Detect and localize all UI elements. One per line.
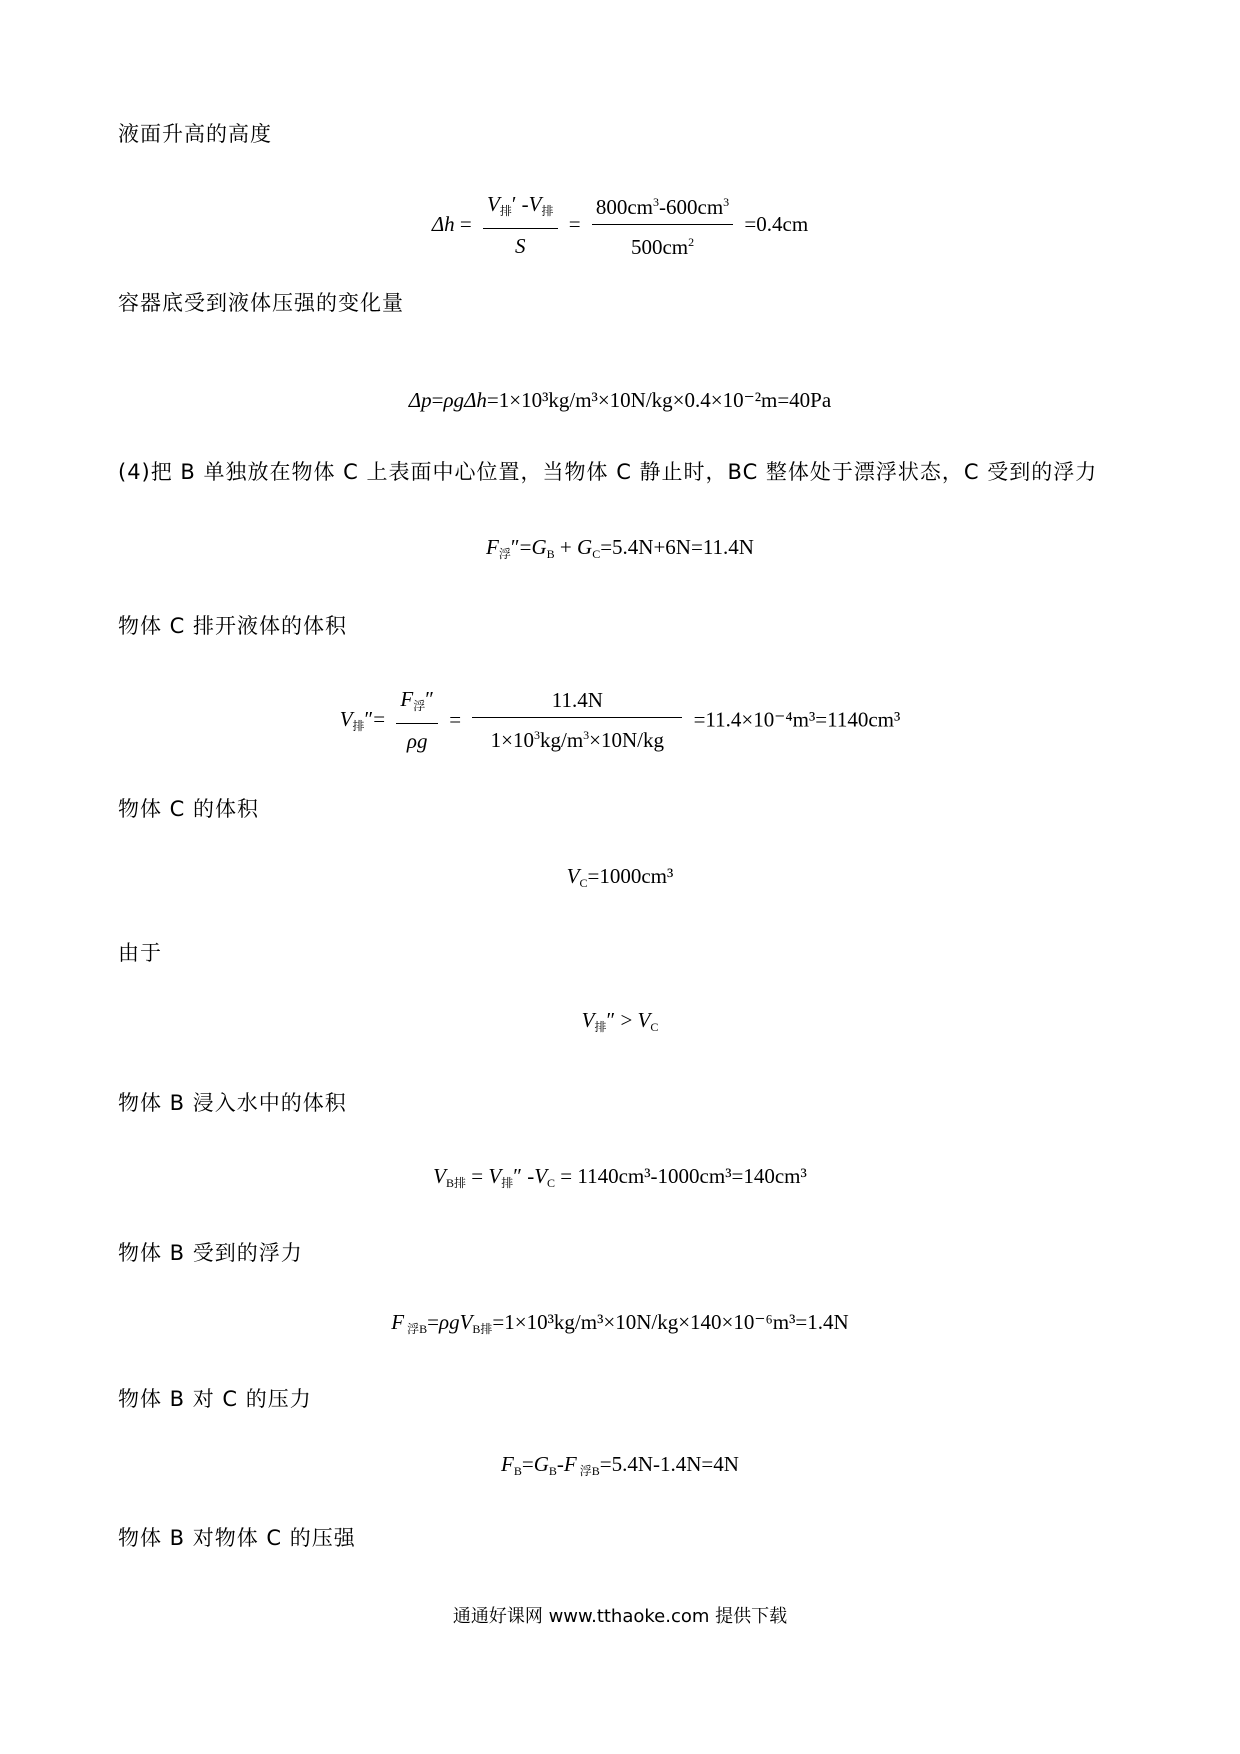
text-pressure-b-on-c: 物体 B 对物体 C 的压强 bbox=[118, 1526, 356, 1550]
text-pressure-change: 容器底受到液体压强的变化量 bbox=[118, 291, 404, 315]
equation-buoyant-total: $F_浮''=G_B + G_C=5.4N+6N=11.4N$ bbox=[486, 535, 754, 561]
text-buoyant-b: 物体 B 受到的浮力 bbox=[118, 1241, 303, 1265]
text-immersed-volume-b: 物体 B 浸入水中的体积 bbox=[118, 1091, 347, 1115]
equation-buoyant-b: F $_{浮B}$=ρgV$_{B排}$=1×10³kg/m³×10N/kg×140×10⁻⁶m³=1.4N bbox=[391, 1310, 849, 1336]
footer-source: 通通好课网 www.tthaoke.com 提供下载 bbox=[452, 1606, 788, 1627]
equation-force-b: $F_B=G_B-F$ $_{浮B}$=5.4N-1.4N=4N bbox=[501, 1452, 739, 1478]
text-displaced-volume: 物体 C 排开液体的体积 bbox=[118, 614, 348, 638]
text-liquid-rise: 液面升高的高度 bbox=[118, 122, 272, 146]
equation-displaced-volume: $V_排''=$ $\frac{F_浮''}{\rho g}$ = $\frac{11.4N}{1\times 10^3kg/m^3\times 10N/kg}$ =11.4×10⁻⁴m³=1140cm³ bbox=[0, 682, 1240, 758]
equation-delta-p: Δp=ρgΔh=1×10³kg/m³×10N/kg×0.4×10⁻²m=40Pa bbox=[408, 388, 832, 412]
text-force-b-on-c: 物体 B 对 C 的压力 bbox=[118, 1387, 312, 1411]
equation-immersed-volume-b: $V_{B排} = V_排''$ $-V_C = 1140cm^3-1000cm^3=140cm^3$ bbox=[433, 1164, 807, 1190]
equation-compare: $V_排'' > V_C$ bbox=[581, 1008, 659, 1034]
text-because: 由于 bbox=[118, 941, 162, 965]
equation-volume-c: $V_C=1000cm^3$ bbox=[566, 864, 674, 890]
equation-delta-h: Δh = $\frac{V_排' -V_排}{S}$ = $\frac{800cm^3-600cm^3}{500cm^2}$ =0.4cm bbox=[0, 185, 1240, 264]
text-volume-c: 物体 C 的体积 bbox=[118, 797, 260, 821]
text-part4: (4)把 B 单独放在物体 C 上表面中心位置，当物体 C 静止时，BC 整体处于漂浮状态，C 受到的浮力 bbox=[118, 460, 1098, 484]
